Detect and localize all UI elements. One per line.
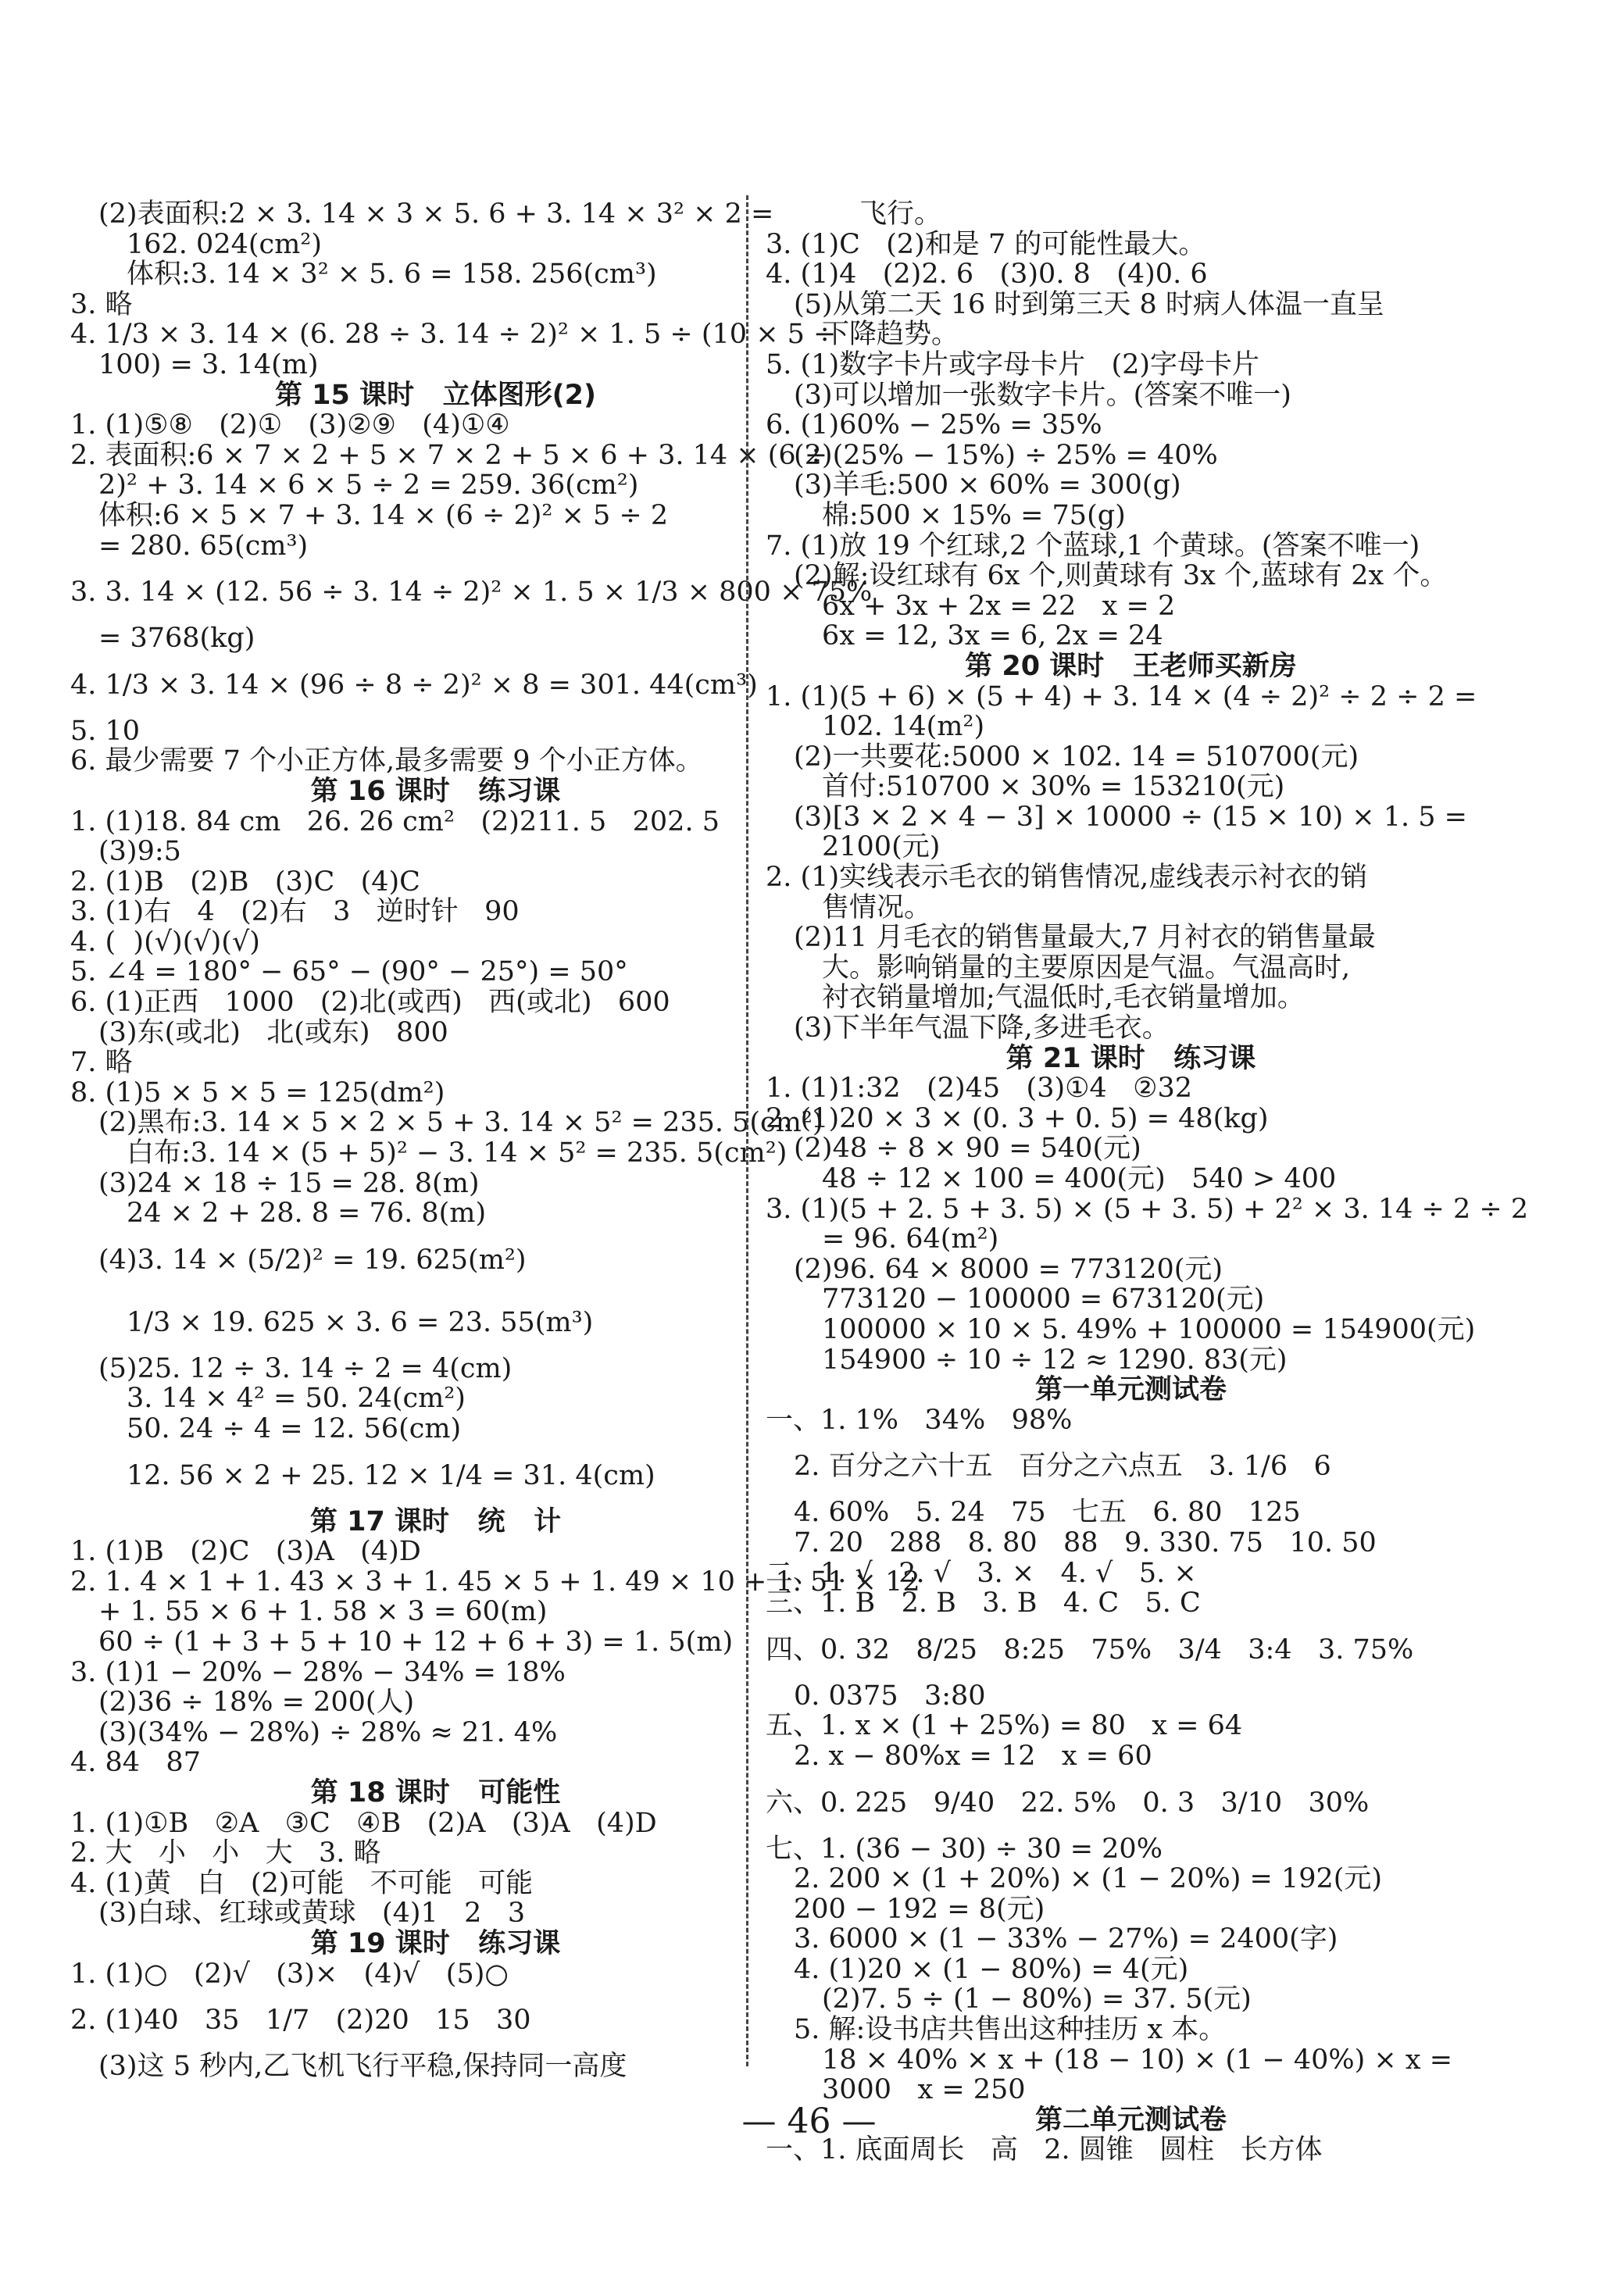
answer-line: = 3768(kg) [98,623,255,655]
answer-line: 2. (1)20 × 3 × (0. 3 + 0. 5) = 48(kg) [766,1102,1269,1134]
answer-line: 一、1. 1% 34% 98% [766,1404,1073,1436]
answer-line: 2. x − 80%x = 12 x = 60 [794,1740,1152,1772]
answer-line: 五、1. x × (1 + 25%) = 80 x = 64 [766,1710,1243,1742]
answer-line: 售情况。 [822,891,932,923]
answer-line: 七、1. (36 − 30) ÷ 30 = 20% [766,1833,1163,1865]
answer-line: 二、1. √ 2. √ 3. × 4. √ 5. × [766,1557,1197,1589]
section-heading: 第 17 课时 统 计 [309,1505,562,1537]
answer-line: 2. 百分之六十五 百分之六点五 3. 1/6 6 [794,1451,1331,1483]
answer-line: 1/3 × 19. 625 × 3. 6 = 23. 55(m³) [127,1306,594,1338]
answer-line: (3)可以增加一张数字卡片。(答案不唯一) [794,379,1291,411]
answer-line: 1. (1)○ (2)√ (3)× (4)√ (5)○ [70,1958,509,1990]
answer-line: 3. (1)C (2)和是 7 的可能性最大。 [766,228,1206,260]
answer-line: 2. 1. 4 × 1 + 1. 43 × 3 + 1. 45 × 5 + 1. 49 × 10 + 1. 51 × 12 [70,1566,920,1598]
answer-line: (2)7. 5 ÷ (1 − 80%) = 37. 5(元) [822,1984,1252,2016]
answer-line: 100) = 3. 14(m) [98,348,319,380]
answer-line: 5. 解:设书店共售出这种挂历 x 本。 [794,2014,1227,2046]
answer-line: 飞行。 [859,198,942,230]
answer-line: 2100(元) [822,831,941,863]
answer-line: 50. 24 ÷ 4 = 12. 56(cm) [127,1413,462,1444]
answer-line: (3)9:5 [98,836,181,868]
section-heading: 第一单元测试卷 [1034,1374,1227,1406]
answer-line: 3. (1)右 4 (2)右 3 逆时针 90 [70,896,520,928]
page-number: — 46 — [741,2101,877,2141]
answer-line: (5)25. 12 ÷ 3. 14 ÷ 2 = 4(cm) [98,1352,513,1384]
answer-line: 四、0. 32 8/25 8:25 75% 3/4 3:4 3. 75% [766,1634,1414,1666]
answer-line: (2)36 ÷ 18% = 200(人) [98,1687,415,1719]
answer-line: 100000 × 10 × 5. 49% + 100000 = 154900(元) [822,1313,1476,1345]
answer-line: 18 × 40% × x + (18 − 10) × (1 − 40%) × x = [822,2044,1453,2076]
answer-line: 1. (1)B (2)C (3)A (4)D [70,1536,421,1568]
answer-line: 2. (1)40 35 1/7 (2)20 15 30 [70,2005,531,2037]
answer-line: (3)白球、红球或黄球 (4)1 2 3 [98,1898,526,1930]
answer-line: 5. (1)数字卡片或字母卡片 (2)字母卡片 [766,348,1260,380]
answer-line: 白布:3. 14 × (5 + 5)² − 3. 14 × 5² = 235. 5(cm²) [127,1137,788,1169]
answer-line: (2)(25% − 15%) ÷ 25% = 40% [794,439,1218,471]
answer-line: 4. (1)黄 白 (2)可能 不可能 可能 [70,1867,534,1899]
answer-line: 4. 1/3 × 3. 14 × (96 ÷ 8 ÷ 2)² × 8 = 301. 44(cm³) [70,669,758,701]
section-heading: 第 15 课时 立体图形(2) [275,379,596,411]
answer-line: 3. 3. 14 × (12. 56 ÷ 3. 14 ÷ 2)² × 1. 5 × 1/3 × 800 × 75% [70,577,873,609]
answer-line: 6x + 3x + 2x = 22 x = 2 [822,590,1176,622]
answer-line: (3)24 × 18 ÷ 15 = 28. 8(m) [98,1167,480,1199]
answer-line: (3)(34% − 28%) ÷ 28% ≈ 21. 4% [98,1716,558,1748]
answer-line: = 280. 65(cm³) [98,530,309,562]
answer-line: 首付:510700 × 30% = 153210(元) [822,771,1285,803]
answer-line: 1. (1)①B ②A ③C ④B (2)A (3)A (4)D [70,1807,657,1839]
answer-line: (3)羊毛:500 × 60% = 300(g) [794,470,1181,502]
answer-line: 773120 − 100000 = 673120(元) [822,1284,1265,1316]
answer-line: 7. 略 [70,1047,133,1079]
answer-line: 12. 56 × 2 + 25. 12 × 1/4 = 31. 4(cm) [127,1459,655,1491]
answer-line: 2. (1)实线表示毛衣的销售情况,虚线表示衬衣的销 [766,862,1368,894]
answer-line: 3. 略 [70,288,133,320]
answer-line: (2)黑布:3. 14 × 5 × 2 × 5 + 3. 14 × 5² = 235. 5(cm²) [98,1107,823,1139]
answer-line: 2. 大 小 小 大 3. 略 [70,1837,381,1869]
answer-line: 48 ÷ 12 × 100 = 400(元) 540 > 400 [822,1163,1337,1194]
answer-line: 2. (1)B (2)B (3)C (4)C [70,866,420,898]
answer-line: 六、0. 225 9/40 22. 5% 0. 3 3/10 30% [766,1787,1370,1819]
answer-line: 3. (1)1 − 20% − 28% − 34% = 18% [70,1656,566,1688]
column-divider [746,195,748,2066]
answer-line: 6x = 12, 3x = 6, 2x = 24 [822,620,1163,652]
answer-line: (2)解:设红球有 6x 个,则黄球有 3x 个,蓝球有 2x 个。 [794,560,1448,592]
right-column [766,198,1529,2166]
answer-line: 4. 84 87 [70,1747,201,1779]
answer-line: 3000 x = 250 [822,2074,1026,2106]
answer-line: 4. 1/3 × 3. 14 × (6. 28 ÷ 3. 14 ÷ 2)² × 1. 5 ÷ (10 × 5 ÷ [70,319,837,351]
answer-line: 衬衣销量增加;气温低时,毛衣销量增加。 [822,982,1305,1014]
answer-line: 7. 20 288 8. 80 88 9. 330. 75 10. 50 [794,1527,1377,1559]
answer-line: 102. 14(m²) [822,711,985,743]
answer-line: 3. 6000 × (1 − 33% − 27%) = 2400(字) [794,1923,1338,1955]
section-heading: 第 20 课时 王老师买新房 [965,650,1297,682]
answer-line: 体积:6 × 5 × 7 + 3. 14 × (6 ÷ 2)² × 5 ÷ 2 [98,499,669,531]
answer-line: (5)从第二天 16 时到第三天 8 时病人体温一直呈 [794,288,1384,320]
answer-line: (3)[3 × 2 × 4 − 3] × 10000 ÷ (15 × 10) × 1. 5 = [794,801,1467,833]
answer-line: (2)表面积:2 × 3. 14 × 3 × 5. 6 + 3. 14 × 3² × 2 = [98,198,774,230]
answer-line: 3. (1)(5 + 2. 5 + 3. 5) × (5 + 3. 5) + 2² × 3. 14 ÷ 2 ÷ 2 [766,1193,1529,1225]
answer-line: (2)11 月毛衣的销售量最大,7 月衬衣的销售量最 [794,922,1376,954]
answer-line: 3. 14 × 4² = 50. 24(cm²) [127,1383,466,1415]
answer-line: 162. 024(cm²) [127,228,322,260]
answer-line: (2)一共要花:5000 × 102. 14 = 510700(元) [794,741,1359,773]
answer-line: 4. ( )(√)(√)(√) [70,926,260,958]
section-heading: 第 19 课时 练习课 [310,1927,561,1959]
answer-line: 1. (1)⑤⑧ (2)① (3)②⑨ (4)①④ [70,409,510,441]
answer-line: 5. ∠4 = 180° − 65° − (90° − 25°) = 50° [70,956,628,988]
answer-line: 体积:3. 14 × 3² × 5. 6 = 158. 256(cm³) [127,259,657,291]
answer-line: 6. (1)正西 1000 (2)北(或西) 西(或北) 600 [70,987,670,1019]
answer-line: 1. (1)1:32 (2)45 (3)①4 ②32 [766,1073,1193,1105]
answer-line: 1. (1)(5 + 6) × (5 + 4) + 3. 14 × (4 ÷ 2)² ÷ 2 ÷ 2 = [766,680,1477,712]
answer-line: 24 × 2 + 28. 8 = 76. 8(m) [127,1198,487,1230]
answer-line: 200 − 192 = 8(元) [794,1893,1045,1925]
section-heading: 第 21 课时 练习课 [1005,1042,1256,1074]
answer-line: 棉:500 × 15% = 75(g) [822,499,1126,531]
answer-line: = 96. 64(m²) [822,1223,999,1255]
answer-line: 下降趋势。 [822,319,959,351]
answer-line: 三、1. B 2. B 3. B 4. C 5. C [766,1587,1201,1619]
answer-line: (3)东(或北) 北(或东) 800 [98,1016,448,1048]
answer-line: 0. 0375 3:80 [794,1680,986,1712]
answer-line: 1. (1)18. 84 cm 26. 26 cm² (2)211. 5 202. 5 [70,805,720,837]
answer-line: 6. 最少需要 7 个小正方体,最多需要 9 个小正方体。 [70,745,703,777]
answer-line: 2)² + 3. 14 × 6 × 5 ÷ 2 = 259. 36(cm²) [98,470,639,502]
answer-line: + 1. 55 × 6 + 1. 58 × 3 = 60(m) [98,1596,548,1628]
section-heading: 第 18 课时 可能性 [310,1776,561,1809]
section-heading: 第 16 课时 练习课 [310,775,561,807]
answer-line: (3)这 5 秒内,乙飞机飞行平稳,保持同一高度 [98,2051,627,2083]
answer-line: 2. 表面积:6 × 7 × 2 + 5 × 7 × 2 + 5 × 6 + 3. 14 × (6 ÷ [70,439,828,471]
answer-line: 4. (1)4 (2)2. 6 (3)0. 8 (4)0. 6 [766,259,1208,291]
answer-line: 大。影响销量的主要原因是气温。气温高时, [822,952,1351,984]
answer-line: 一、1. 底面周长 高 2. 圆锥 圆柱 长方体 [766,2134,1323,2166]
answer-line: 7. (1)放 19 个红球,2 个蓝球,1 个黄球。(答案不唯一) [766,530,1420,562]
answer-line: 4. (1)20 × (1 − 80%) = 4(元) [794,1953,1189,1985]
answer-line: (2)48 ÷ 8 × 90 = 540(元) [794,1133,1141,1165]
answer-line: (3)下半年气温下降,多进毛衣。 [794,1012,1170,1044]
section-heading: 第二单元测试卷 [1034,2104,1227,2136]
answer-line: 6. (1)60% − 25% = 35% [766,409,1102,441]
answer-line: 60 ÷ (1 + 3 + 5 + 10 + 12 + 6 + 3) = 1. 5(m) [98,1626,734,1658]
answer-line: 5. 10 [70,715,141,747]
answer-line: (2)96. 64 × 8000 = 773120(元) [794,1253,1223,1285]
answer-line: 4. 60% 5. 24 75 七五 6. 80 125 [794,1497,1301,1529]
answer-line: 8. (1)5 × 5 × 5 = 125(dm²) [70,1077,445,1109]
answer-line: (4)3. 14 × (5/2)² = 19. 625(m²) [98,1244,527,1276]
answer-line: 2. 200 × (1 + 20%) × (1 − 20%) = 192(元) [794,1863,1383,1895]
answer-line: 154900 ÷ 10 ÷ 12 ≈ 1290. 83(元) [822,1344,1288,1376]
